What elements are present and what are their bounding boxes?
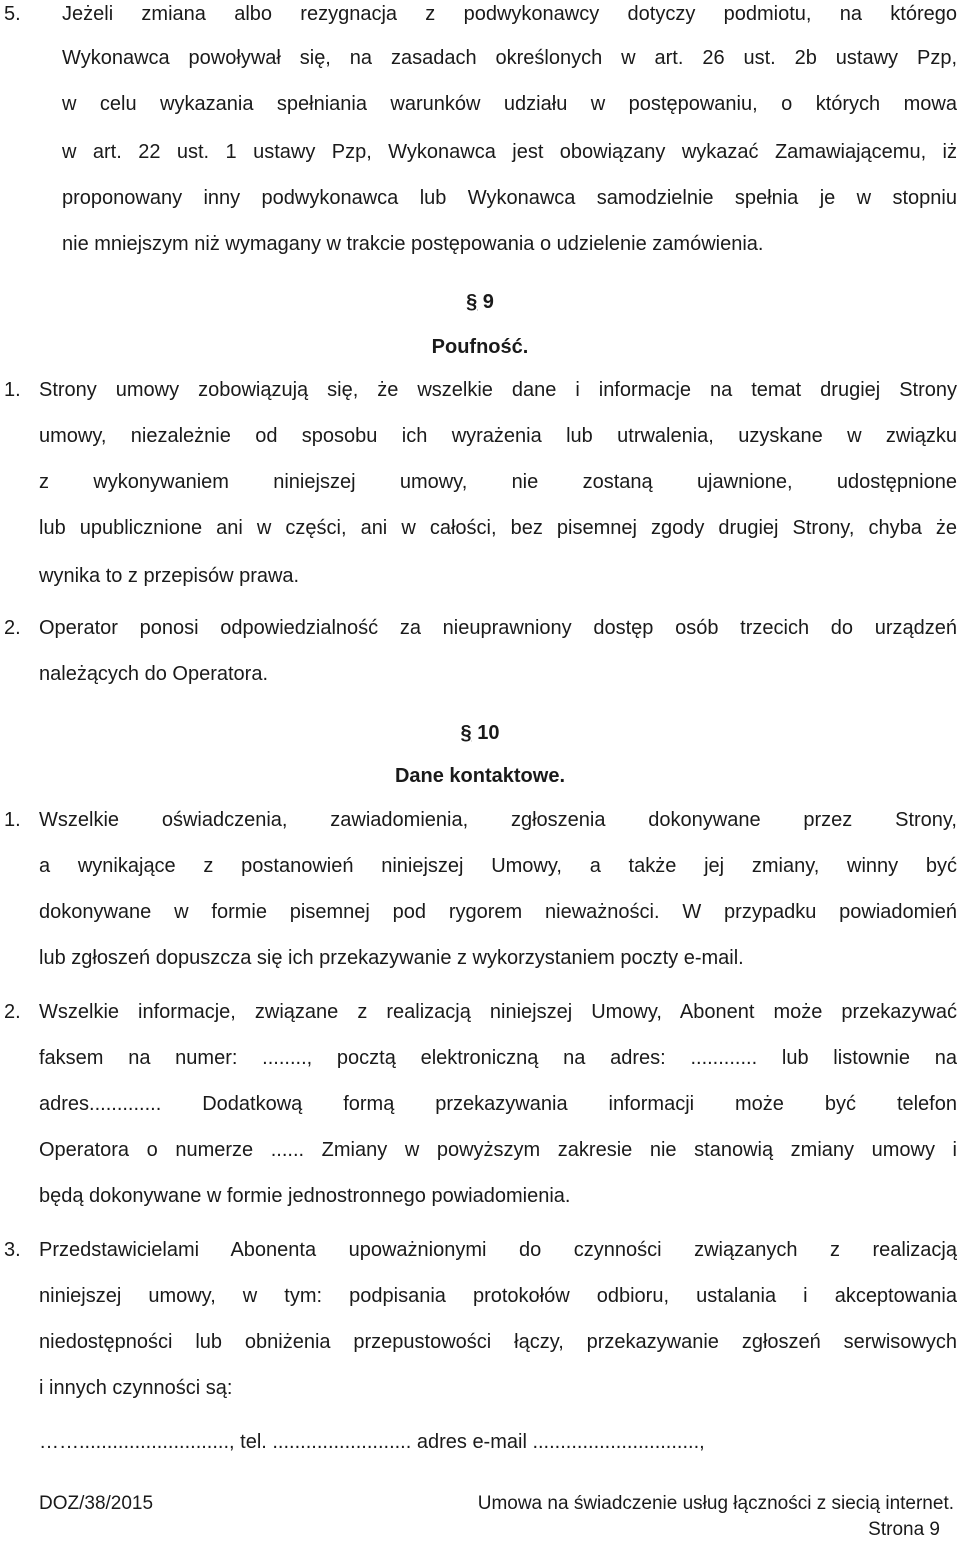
footer-page-label: Strona 9: [868, 1519, 940, 1540]
point-5-line: w art. 22 ust. 1 ustawy Pzp, Wykonawca jest obowiązany wykazać Zamawiającemu, iż: [62, 141, 957, 163]
section-10-item-1-line: a wynikające z postanowień niniejszej Umowy, a także jej zmiany, winny być: [39, 855, 957, 877]
section-10-item-3-line: niniejszej umowy, w tym: podpisania protokołów odbioru, ustalania i akceptowania: [39, 1285, 957, 1307]
section-10-item-1-line: Wszelkie oświadczenia, zawiadomienia, zgłoszenia dokonywane przez Strony,: [39, 809, 957, 831]
section-10-item-1-line: dokonywane w formie pisemnej pod rygorem nieważności. W przypadku powiadomień: [39, 901, 957, 923]
point-5-line: Wykonawca powoływał się, na zasadach określonych w art. 26 ust. 2b ustawy Pzp,: [62, 47, 957, 69]
section-9-item-1-line: z wykonywaniem niniejszej umowy, nie zostaną ujawnione, udostępnione: [39, 471, 957, 493]
section-10-item-3-line: niedostępności lub obniżenia przepustowości łączy, przekazywanie zgłoszeń serwisowych: [39, 1331, 957, 1353]
section-10-item-2-line: będą dokonywane w formie jednostronnego powiadomienia.: [39, 1185, 571, 1207]
section-10-item-3-line: i innych czynności są:: [39, 1377, 233, 1399]
point-5-line: nie mniejszym niż wymagany w trakcie postępowania o udzielenie zamówienia.: [62, 233, 764, 255]
section-9-item-2-line: należących do Operatora.: [39, 663, 269, 685]
section-10-number: § 10: [460, 722, 500, 744]
point-5-line: Jeżeli zmiana albo rezygnacja z podwykonawcy dotyczy podmiotu, na którego: [62, 3, 957, 25]
section-9-title: Poufność.: [431, 336, 529, 358]
section-10-item-2-line: faksem na numer: ........, pocztą elektroniczną na adres: ............ lub listownie na: [39, 1047, 957, 1069]
representative-fill-line: ……..........................., tel. ......................... adres e-mail ..............................,: [39, 1431, 705, 1453]
section-10-item-2-number: 2.: [4, 1001, 21, 1023]
section-10-item-2-line: Operatora o numerze ...... Zmiany w powyższym zakresie nie stanowią zmiany umowy i: [39, 1139, 957, 1161]
section-10-item-2-line: Wszelkie informacje, związane z realizacją niniejszej Umowy, Abonent może przekazywać: [39, 1001, 957, 1023]
section-sign-icon: §: [466, 291, 478, 313]
point-5-line: w celu wykazania spełniania warunków udziału w postępowaniu, o których mowa: [62, 93, 957, 115]
section-9-item-1-line: umowy, niezależnie od sposobu ich wyrażenia lub utrwalenia, uzyskane w związku: [39, 425, 957, 447]
section-9-item-2-line: Operator ponosi odpowiedzialność za nieuprawniony dostęp osób trzecich do urządzeń: [39, 617, 957, 639]
point-5-number: 5.: [4, 3, 21, 25]
section-10-item-3-number: 3.: [4, 1239, 21, 1261]
section-9-number: § 9: [466, 291, 494, 313]
section-10-title: Dane kontaktowe.: [394, 765, 566, 787]
section-9-item-1-line: Strony umowy zobowiązują się, że wszelkie dane i informacje na temat drugiej Strony: [39, 379, 957, 401]
point-5-line: proponowany inny podwykonawca lub Wykonawca samodzielnie spełnia je w stopniu: [62, 187, 957, 209]
section-9-item-1-line: wynika to z przepisów prawa.: [39, 565, 300, 587]
footer-doc-number: DOZ/38/2015: [39, 1493, 154, 1514]
section-10-item-2-line: adres............. Dodatkową formą przekazywania informacji może być telefon: [39, 1093, 957, 1115]
footer-doc-title: Umowa na świadczenie usług łączności z siecią internet.: [477, 1493, 954, 1514]
section-sign-icon: §: [460, 722, 472, 744]
section-10-item-3-line: Przedstawicielami Abonenta upoważnionymi do czynności związanych z realizacją: [39, 1239, 957, 1261]
section-10-item-1-line: lub zgłoszeń dopuszcza się ich przekazywanie z wykorzystaniem poczty e-mail.: [39, 947, 744, 969]
section-9-item-1-line: lub upublicznione ani w części, ani w całości, bez pisemnej zgody drugiej Strony, chyba że: [39, 517, 957, 539]
section-10-item-1-number: 1.: [4, 809, 21, 831]
section-9-item-1-number: 1.: [4, 379, 21, 401]
section-9-item-2-number: 2.: [4, 617, 21, 639]
